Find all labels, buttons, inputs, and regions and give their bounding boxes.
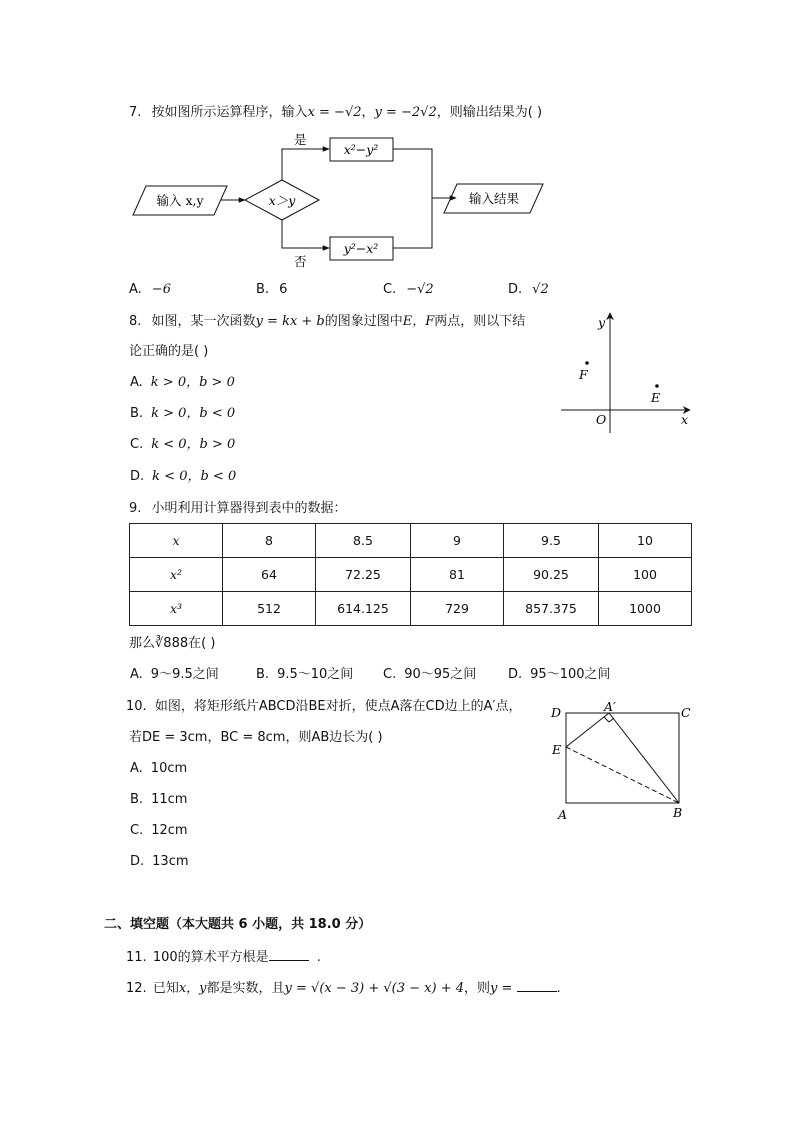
table-cell: x (130, 524, 223, 558)
q10-option-a[interactable]: A. 10cm (130, 761, 188, 776)
point-f-label: F (579, 367, 588, 382)
point-e-label: E (651, 390, 661, 405)
q9-option-d[interactable]: D. 95～100之间 (508, 667, 611, 682)
flow-input-label: 输入 x,y (156, 193, 204, 208)
y-axis-label: y (598, 315, 606, 330)
x-axis-label: x (681, 412, 689, 427)
q8-number: 8. (129, 314, 142, 329)
label-c: C (681, 705, 691, 720)
fold-line-be (566, 747, 679, 803)
table-cell: 512 (223, 592, 316, 626)
table-cell: x² (130, 558, 223, 592)
q7-stem-text: 按如图所示运算程序，输入 (151, 105, 308, 120)
label-b: B (673, 805, 683, 820)
flow-top-expr: x²−y² (343, 142, 379, 157)
q10-line2: 若DE = 3cm，BC = 8cm，则AB边长为( ) (129, 730, 383, 745)
table-cell: 857.375 (504, 592, 599, 626)
q12-answer-blank[interactable] (517, 979, 557, 992)
label-a: A (558, 807, 568, 822)
flow-bottom-expr: y²−x² (343, 241, 379, 256)
q10-option-d[interactable]: D. 13cm (130, 854, 189, 869)
q9-option-b[interactable]: B. 9.5～10之间 (256, 667, 354, 682)
q7-number: 7. (129, 105, 142, 120)
q9-option-a[interactable]: A. 9～9.5之间 (130, 667, 219, 682)
origin-label: O (596, 412, 607, 427)
q8-line2: 论正确的是( ) (129, 344, 209, 359)
q11: 11. 100的算术平方根是 . (126, 950, 321, 965)
table-cell: 100 (599, 558, 692, 592)
rectangle-abcd (566, 713, 679, 803)
q8-option-a[interactable]: A. k > 0，b > 0 (130, 375, 235, 390)
flow-no-label: 否 (294, 254, 307, 269)
table-cell: 729 (411, 592, 504, 626)
flow-output-label: 输入结果 (468, 191, 520, 206)
q10-line1: 10. 如图，将矩形纸片ABCD沿BE对折，使点A落在CD边上的A′点， (126, 699, 522, 714)
q7-option-c[interactable]: C. −√2 (383, 282, 434, 297)
q9-option-c[interactable]: C. 90～95之间 (383, 667, 477, 682)
q10-option-b[interactable]: B. 11cm (130, 792, 188, 807)
label-e: E (552, 742, 562, 757)
section-2-title: 二、填空题（本大题共 6 小题，共 18.0 分） (104, 917, 372, 932)
q11-number: 11. (126, 950, 147, 965)
q8-option-b[interactable]: B. k > 0，b < 0 (130, 406, 236, 421)
q7-option-a[interactable]: A. −6 (129, 282, 171, 297)
q7-option-b[interactable]: B. 6 (256, 282, 288, 297)
flow-yes-label: 是 (294, 132, 307, 147)
q8-function-expr: y = kx + b (255, 314, 325, 329)
table-cell: 81 (411, 558, 504, 592)
label-a-prime: A′ (604, 699, 616, 714)
table-cell: 64 (223, 558, 316, 592)
q7-tail: ，则输出结果为( ) (436, 105, 543, 120)
table-cell: x³ (130, 592, 223, 626)
table-cell: 8.5 (316, 524, 411, 558)
q10-option-c[interactable]: C. 12cm (130, 823, 188, 838)
table-cell: 10 (599, 524, 692, 558)
q9-cube-root: ∛888 (155, 636, 189, 651)
q7-sep: ， (361, 105, 375, 120)
q8-option-d[interactable]: D. k < 0，b < 0 (130, 469, 237, 484)
q12: 12. 已知x，y都是实数，且y = √(x − 3) + √(3 − x) + 4，则y = . (126, 981, 561, 996)
q8-line1: 8. 如图，某一次函数y = kx + b的图象过图中E，F两点，则以下结 (129, 314, 526, 329)
q8-option-c[interactable]: C. k < 0，b > 0 (130, 437, 236, 452)
table-cell: 72.25 (316, 558, 411, 592)
flow-decision-label: x＞y (268, 193, 296, 208)
q10-number: 10. (126, 699, 147, 714)
table-cell: 1000 (599, 592, 692, 626)
label-d: D (551, 705, 562, 720)
q12-expression: y = √(x − 3) + √(3 − x) + 4 (284, 981, 465, 996)
q7-y-expr: y = −2√2 (374, 105, 437, 120)
table-cell: 9.5 (504, 524, 599, 558)
table-cell: 614.125 (316, 592, 411, 626)
table-cell: 8 (223, 524, 316, 558)
q11-answer-blank[interactable] (269, 948, 309, 961)
q9-stem: 9. 小明利用计算器得到表中的数据： (129, 501, 347, 516)
q7-option-d[interactable]: D. √2 (508, 282, 549, 297)
q12-number: 12. (126, 981, 147, 996)
table-cell: 9 (411, 524, 504, 558)
q9-after-table: 那么∛888在( ) (129, 636, 216, 651)
q7-x-expr: x = −√2 (307, 105, 362, 120)
segment-e-a-prime (566, 713, 609, 747)
q9-number: 9. (129, 501, 142, 516)
table-cell: 90.25 (504, 558, 599, 592)
segment-a-prime-b (609, 713, 679, 803)
